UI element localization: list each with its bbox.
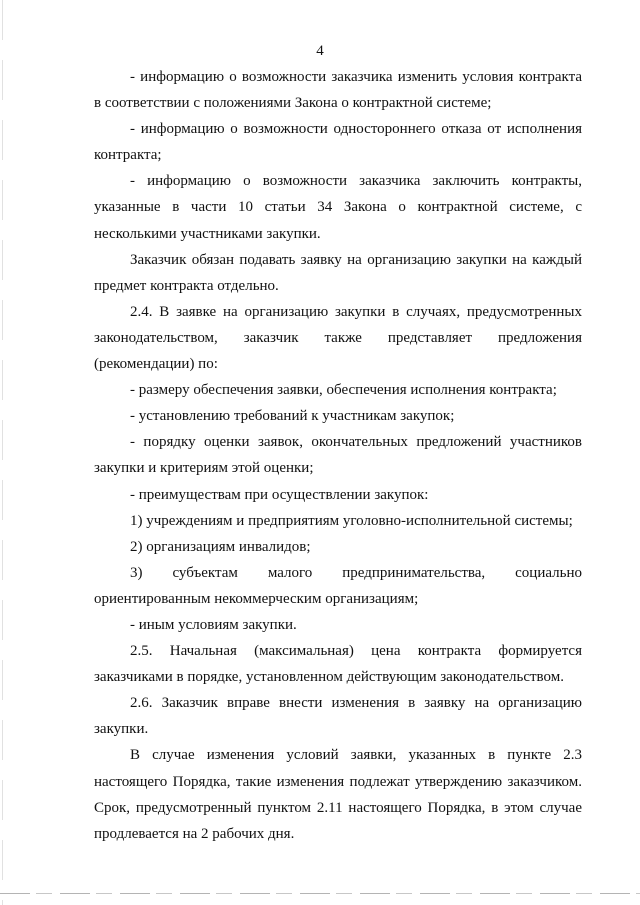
paragraph-unilateral-refusal-info: - информацию о возможности одностороннего отказа от исполнения контракта;	[94, 121, 582, 164]
scan-bottom-edge	[0, 893, 640, 894]
paragraph-separate-application: Заказчик обязан подавать заявку на организацию закупки на каждый предмет контракта отдельно.	[94, 251, 582, 294]
paragraph-section-2-5: 2.5. Начальная (максимальная) цена контракта формируется заказчиками в порядке, установленном действующим законодательством.	[94, 643, 582, 686]
list-item-disabled-organizations: 2) организациям инвалидов;	[130, 538, 311, 555]
list-item-evaluation-procedure: - порядку оценки заявок, окончательных предложений участников закупки и критериям этой оценки;	[94, 434, 582, 477]
paragraph-section-2-4: 2.4. В заявке на организацию закупки в случаях, предусмотренных законодательством, заказчик также представляет предложения (рекомендации) по:	[94, 303, 582, 373]
list-item-participant-requirements: - установлению требований к участникам закупок;	[130, 408, 455, 425]
paragraph-change-approval: В случае изменения условий заявки, указанных в пункте 2.3 настоящего Порядка, такие изменения подлежат утверждению заказчиком. Срок, предусмотренный пунктом 2.11 настоящего Порядка, в этом случае продлевается на 2 рабочих дня.	[94, 747, 582, 842]
paragraph-section-2-6: 2.6. Заказчик вправе внести изменения в заявку на организацию закупки.	[94, 695, 582, 738]
list-item-penal-institutions: 1) учреждениям и предприятиям уголовно-исполнительной системы;	[130, 512, 573, 529]
scan-left-edge	[2, 0, 3, 905]
list-item-advantages: - преимуществам при осуществлении закупок:	[130, 486, 429, 503]
page-number: 4	[316, 43, 324, 59]
list-item-other-conditions: - иным условиям закупки.	[130, 616, 297, 633]
document-body	[94, 64, 582, 847]
paragraph-contract-change-info: - информацию о возможности заказчика изменить условия контракта в соответствии с положениями Закона о контрактной системе;	[94, 69, 582, 112]
list-item-small-business: 3) субъектам малого предпринимательства, социально ориентированным некоммерческим организациям;	[94, 564, 582, 607]
list-item-security-amount: - размеру обеспечения заявки, обеспечения исполнения контракта;	[130, 382, 557, 399]
paragraph-multiple-contracts-info: - информацию о возможности заказчика заключить контракты, указанные в части 10 статьи 34 Закона о контрактной системе, с несколькими участниками закупки.	[94, 173, 582, 242]
